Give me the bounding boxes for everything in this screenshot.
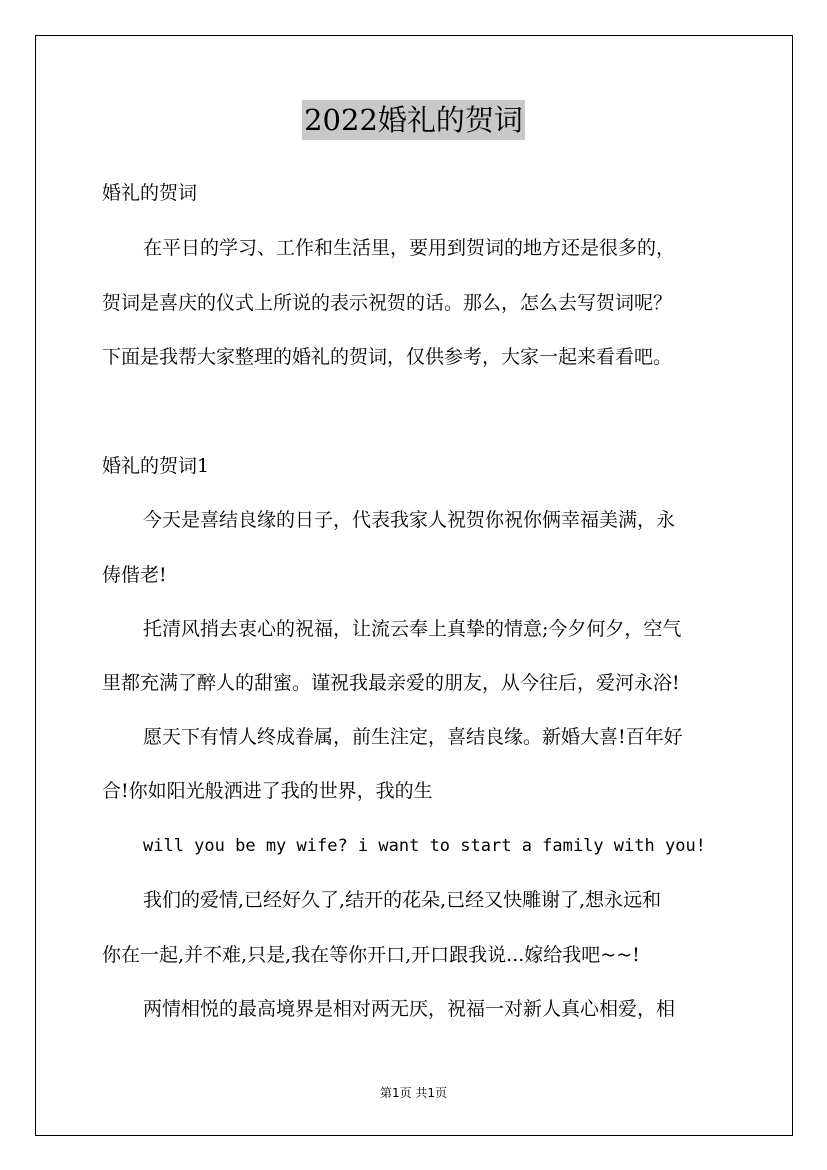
section-heading: 婚礼的贺词 [102,182,198,204]
paragraph-line: will you be my wife? i want to start a family with you! [143,836,706,856]
title-wrap [0,100,827,140]
paragraph-line: 托清风捎去衷心的祝福，让流云奉上真挚的情意;今夕何夕，空气 [143,618,682,640]
paragraph-line: 两情相悦的最高境界是相对两无厌，祝福一对新人真心相爱，相 [143,998,676,1020]
paragraph-line: 在平日的学习、工作和生活里，要用到贺词的地方还是很多的， [143,237,676,259]
section-heading: 婚礼的贺词1 [102,455,210,477]
paragraph-line: 俦偕老! [102,564,167,586]
paragraph-line: 愿天下有情人终成眷属，前生注定，喜结良缘。新婚大喜!百年好 [143,726,683,748]
paragraph-line: 里都充满了醉人的甜蜜。谨祝我最亲爱的朋友，从今往后，爱河永浴! [102,672,680,694]
page-footer: 第1页 共1页 [379,1086,448,1100]
paragraph-line: 下面是我帮大家整理的婚礼的贺词，仅供参考，大家一起来看看吧。 [102,346,673,368]
paragraph-line: 今天是喜结良缘的日子，代表我家人祝贺你祝你俩幸福美满，永 [143,509,676,531]
document-title: 2022婚礼的贺词 [302,100,525,140]
paragraph-line: 贺词是喜庆的仪式上所说的表示祝贺的话。那么，怎么去写贺词呢？ [102,292,673,314]
paragraph-line: 合!你如阳光般洒进了我的世界，我的生 [102,780,433,802]
paragraph-line: 我们的爱情,已经好久了,结开的花朵,已经又快雕谢了,想永远和 [143,889,662,911]
paragraph-line: 你在一起,并不难,只是,我在等你开口,开口跟我说...嫁给我吧~~! [102,944,640,966]
